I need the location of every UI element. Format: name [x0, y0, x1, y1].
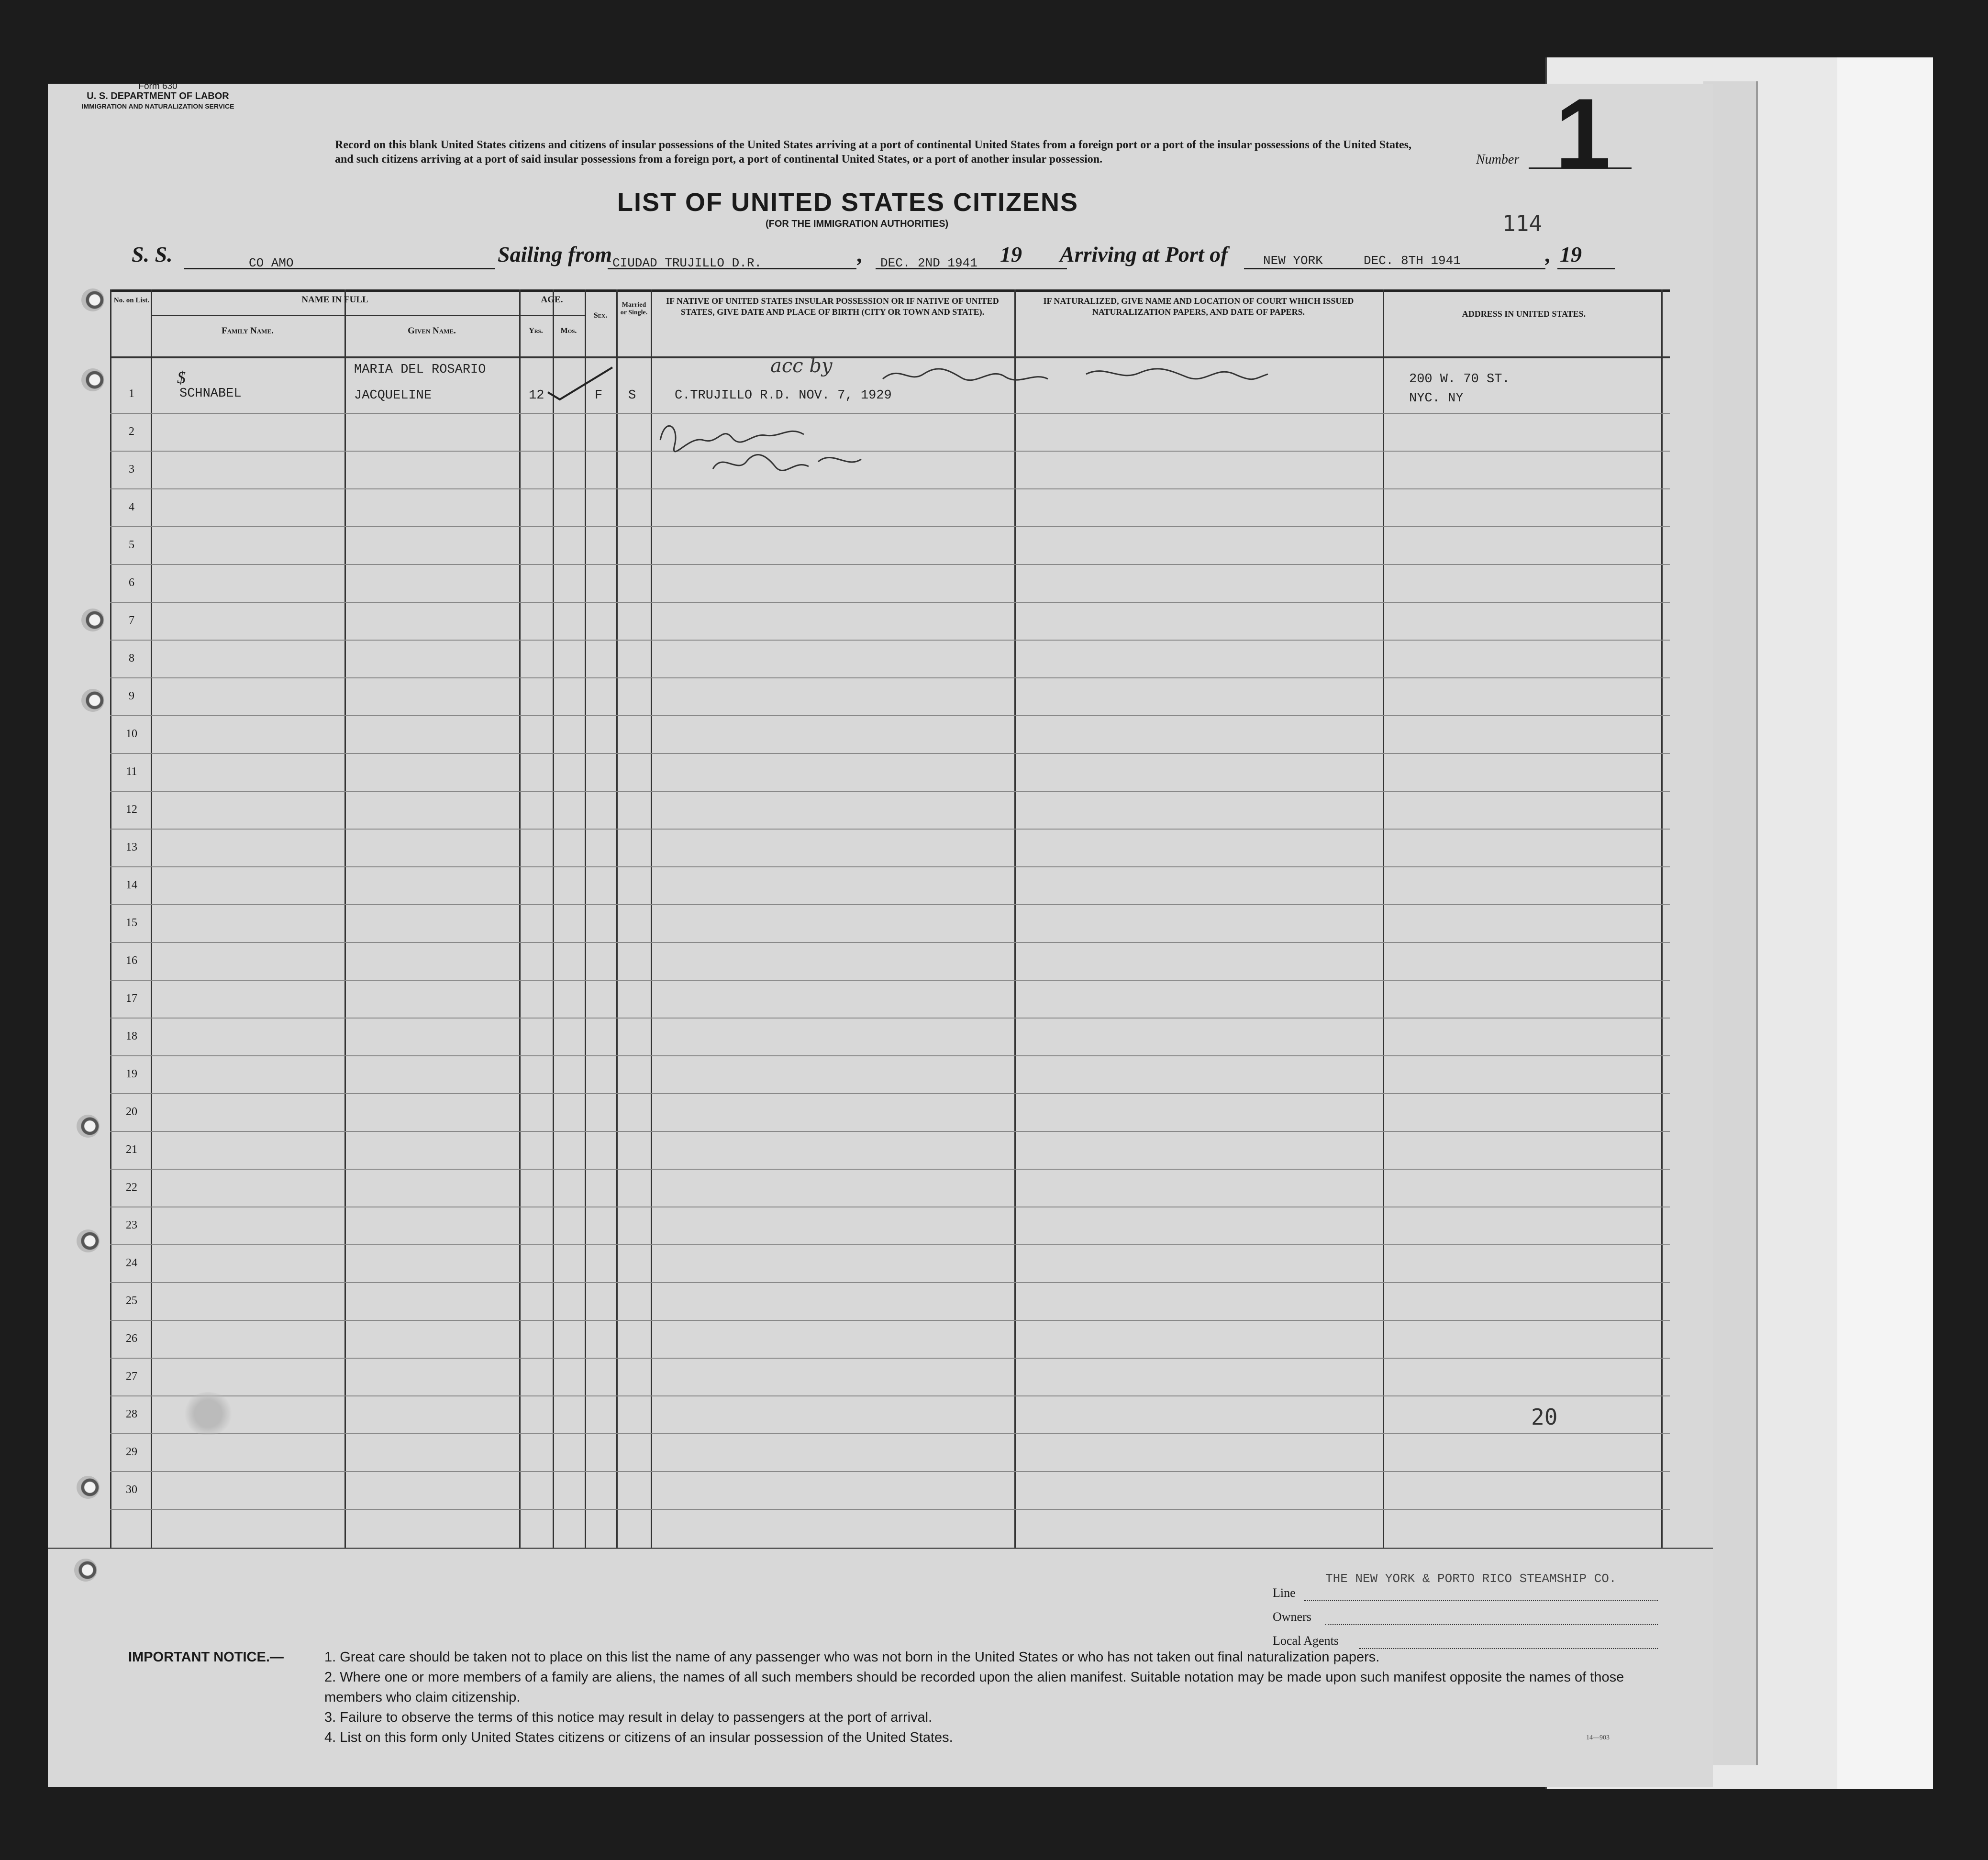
col-header-age: AGE. [541, 295, 563, 305]
row-number: 20 [126, 1106, 137, 1118]
col-line [553, 289, 554, 1548]
handwritten-signature [651, 407, 938, 483]
entry-birth: C.TRUJILLO R.D. NOV. 7, 1929 [675, 388, 892, 403]
row-line [110, 1169, 1670, 1170]
row-number: 10 [126, 728, 137, 740]
entry-address-2: NYC. NY [1409, 391, 1464, 406]
owners-label: Owners [1273, 1610, 1311, 1624]
row-line [110, 1433, 1670, 1434]
row-number: 6 [129, 576, 134, 589]
s-correction-mark: $ [177, 368, 186, 387]
col-header-naturalized: IF NATURALIZED, GIVE NAME AND LOCATION OF COURT WHICH ISSUED NATURALIZATION PAPERS, AND DATE OF PAPERS. [1043, 296, 1354, 317]
smudge-stamp [182, 1392, 234, 1435]
department-name: U. S. DEPARTMENT OF LABOR [87, 91, 229, 101]
col-header-no: No. on List. [113, 297, 150, 304]
handwritten-scrawl [880, 360, 1273, 388]
punch-hole-icon [77, 1115, 100, 1138]
punch-hole-icon [81, 288, 104, 311]
row-number: 3 [129, 463, 134, 476]
row-line [110, 829, 1670, 830]
row-number: 11 [126, 765, 137, 778]
col-line [1383, 289, 1384, 1548]
col-header-address: ADDRESS IN UNITED STATES. [1462, 309, 1586, 319]
row-number: 13 [126, 841, 137, 853]
row-number: 23 [126, 1219, 137, 1231]
page-title: LIST OF UNITED STATES CITIZENS [617, 188, 1078, 217]
list-number-handwritten: 1 [1555, 78, 1611, 190]
sailing-date: DEC. 2ND 1941 [880, 256, 977, 270]
row-number: 14 [126, 879, 137, 891]
col-line [151, 289, 152, 1548]
row-line [110, 1055, 1670, 1056]
year-line [1557, 268, 1615, 269]
form-identifier [57, 81, 258, 111]
entry-sex: F [595, 388, 603, 403]
punch-hole-icon [81, 609, 104, 631]
entry-address-1: 200 W. 70 ST. [1409, 372, 1510, 387]
punch-hole-icon [77, 1229, 100, 1252]
ship-name: CO AMO [249, 256, 294, 270]
col-line [1661, 289, 1663, 1548]
row-line [110, 1358, 1670, 1359]
col-header-family-name: Family Name. [222, 326, 274, 336]
owners-field [1325, 1624, 1658, 1625]
subheader-line [151, 315, 586, 316]
edge-strip [1837, 57, 1933, 1789]
footer-rule [48, 1548, 1713, 1549]
number-label: Number [1476, 152, 1520, 167]
form-number: Form 630 [138, 81, 178, 91]
row-line [110, 942, 1670, 943]
row-number: 27 [126, 1370, 137, 1383]
checkmark-icon [545, 364, 617, 402]
row-number: 9 [129, 690, 134, 702]
entry-age-yrs: 12 [529, 388, 544, 403]
row-line [110, 904, 1670, 905]
page-mark-handwritten: 20 [1531, 1404, 1558, 1430]
col-header-married: Married or Single. [620, 301, 648, 316]
sailing-from: CIUDAD TRUJILLO D.R. [612, 256, 762, 270]
notice-heading: IMPORTANT NOTICE.— [128, 1650, 284, 1665]
row-number: 19 [126, 1068, 137, 1080]
row-line [110, 677, 1670, 678]
row-number: 4 [129, 501, 134, 513]
ship-line [184, 268, 495, 269]
row-line [110, 1244, 1670, 1245]
row-line [110, 1471, 1670, 1472]
row-line [110, 1282, 1670, 1283]
col-header-native: IF NATIVE OF UNITED STATES INSULAR POSSESSION OR IF NATIVE OF UNITED STATES, GIVE DATE AND PLACE OF BIRTH (CITY OR TOWN AND STATE). [666, 296, 999, 317]
print-code: 14—903 [1586, 1734, 1610, 1741]
row-line [110, 526, 1670, 527]
arriving-date: DEC. 8TH 1941 [1364, 254, 1461, 268]
service-name: IMMIGRATION AND NATURALIZATION SERVICE [81, 102, 234, 110]
row-number: 8 [129, 652, 134, 664]
row-line [110, 1395, 1670, 1396]
row-line [110, 1131, 1670, 1132]
punch-hole-icon [77, 1476, 100, 1499]
row-number: 7 [129, 614, 134, 627]
header-bottom-line [110, 356, 1670, 358]
local-agents-label: Local Agents [1273, 1634, 1339, 1648]
line-label: Line [1273, 1586, 1296, 1600]
row-line [110, 488, 1670, 489]
row-number: 28 [126, 1408, 137, 1420]
col-header-name-in-full: NAME IN FULL [301, 295, 368, 305]
col-line [519, 289, 521, 1548]
company-name: THE NEW YORK & PORTO RICO STEAMSHIP CO. [1325, 1572, 1617, 1586]
comma-2: , [1545, 242, 1551, 266]
notice-item-4: 4. List on this form only United States citizens or citizens of an insular possession of the United States. [324, 1730, 953, 1745]
row-number: 22 [126, 1181, 137, 1194]
row-number: 1 [129, 388, 134, 400]
notice-item-1: 1. Great care should be taken not to place on this list the name of any passenger who was not born in the United States or who has not taken out final naturalization papers. [324, 1650, 1380, 1665]
notice-item-3: 3. Failure to observe the terms of this notice may result in delay to passengers at the port of arrival. [324, 1710, 933, 1725]
entry-given-name-1: MARIA DEL ROSARIO [354, 363, 486, 377]
row-number: 2 [129, 425, 134, 438]
arriving-label: Arriving at Port of [1060, 242, 1228, 266]
row-number: 26 [126, 1332, 137, 1345]
page-subtitle: (FOR THE IMMIGRATION AUTHORITIES) [766, 219, 949, 229]
row-number: 15 [126, 917, 137, 929]
col-header-sex: Sex. [593, 311, 608, 320]
arriving-port: NEW YORK [1263, 254, 1323, 268]
row-number: 24 [126, 1257, 137, 1269]
col-header-given-name: Given Name. [408, 326, 456, 336]
col-line [344, 289, 346, 1548]
entry-marital: S [628, 388, 636, 403]
row-number: 25 [126, 1295, 137, 1307]
punch-hole-icon [81, 689, 104, 712]
row-number: 17 [126, 992, 137, 1005]
row-number: 5 [129, 539, 134, 551]
row-line [110, 1018, 1670, 1019]
year-prefix-1: 19 [1000, 242, 1022, 266]
col-header-yrs: Yrs. [529, 327, 543, 335]
punch-hole-icon [74, 1559, 97, 1582]
line-field [1304, 1600, 1658, 1601]
row-number: 12 [126, 803, 137, 816]
year-prefix-2: 19 [1560, 242, 1582, 266]
row-line [110, 866, 1670, 867]
col-line [1014, 289, 1016, 1548]
ss-label: S. S. [132, 242, 173, 266]
row-line [110, 640, 1670, 641]
row-line [110, 753, 1670, 754]
page-stamp-number: 114 [1502, 210, 1543, 236]
row-number: 30 [126, 1484, 137, 1496]
col-line [616, 289, 618, 1548]
row-line [110, 791, 1670, 792]
col-line [585, 289, 586, 1548]
row-line [110, 602, 1670, 603]
row-number: 21 [126, 1143, 137, 1156]
punch-hole-icon [81, 368, 104, 391]
col-line [110, 289, 111, 1548]
row-line [110, 980, 1670, 981]
row-number: 18 [126, 1030, 137, 1042]
record-instructions: Record on this blank United States citizens and citizens of insular possessions of the United States arriving at a port of continental United States from a foreign port or a port of the insular possessions of the United States, and such citizens arriving at a port of said insular possessions from a foreign port, a port of continental United States, or a port of another insular possession. [335, 139, 1411, 166]
notice-item-2: 2. Where one or more members of a family are aliens, the names of all such members should be recorded upon the alien manifest. Suitable notation may be made upon such manifest opposite the names of those members who claim citizenship. [324, 1670, 1624, 1705]
row-line [110, 1509, 1670, 1510]
arriving-line [1244, 268, 1545, 269]
row-number: 16 [126, 954, 137, 967]
row-line [110, 715, 1670, 716]
row-number: 29 [126, 1446, 137, 1458]
handwritten-note: acc by [770, 355, 833, 377]
comma-1: , [857, 242, 863, 266]
row-line [110, 1093, 1670, 1094]
col-header-mos: Mos. [560, 327, 577, 335]
row-line [110, 1320, 1670, 1321]
entry-given-name-2: JACQUELINE [354, 388, 432, 403]
row-line [110, 564, 1670, 565]
sailing-label: Sailing from [498, 242, 612, 266]
entry-family-name: SCHNABEL [179, 387, 242, 401]
